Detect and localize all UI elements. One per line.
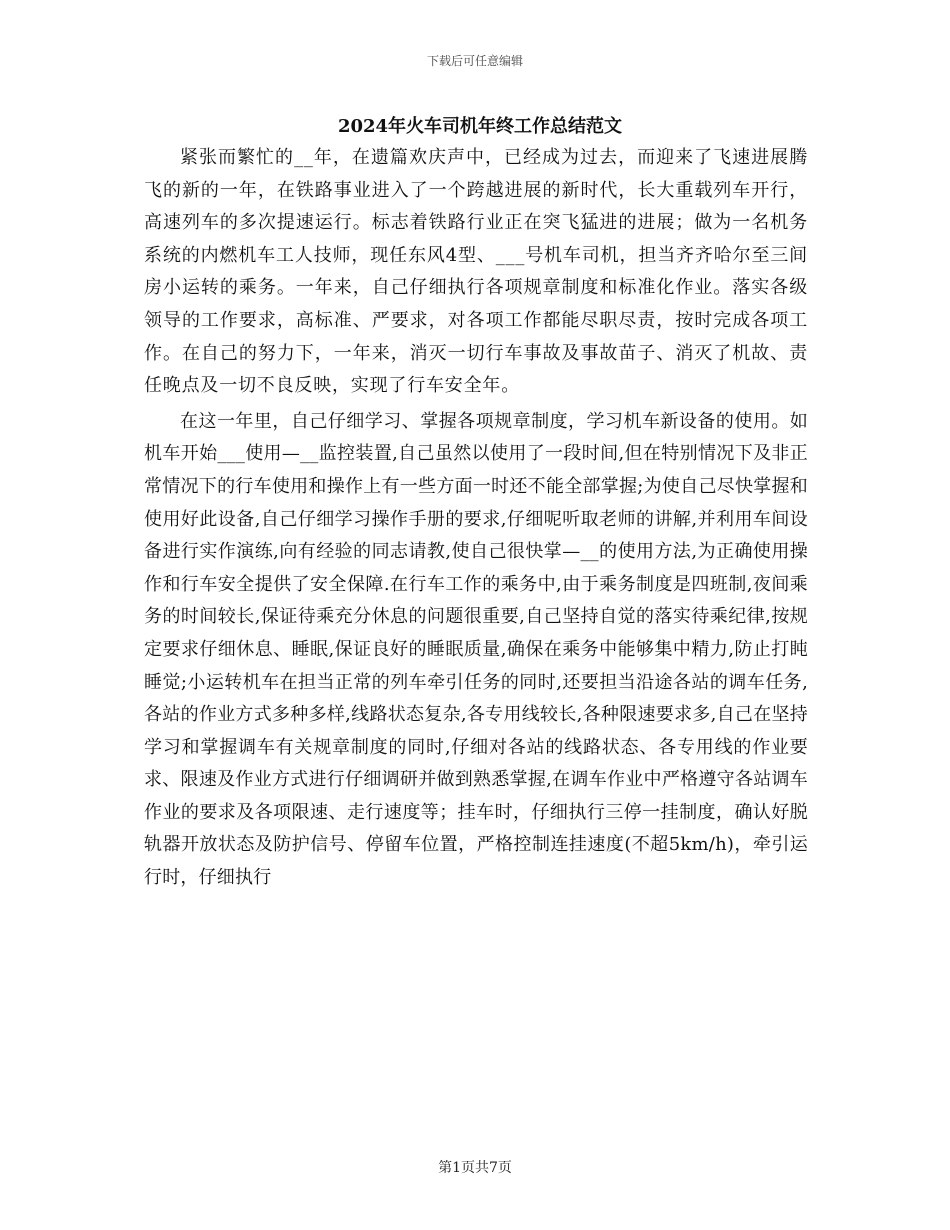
document-body <box>144 112 808 895</box>
page-number: 第1页共7页 <box>438 1160 512 1176</box>
paragraph-2: 在这一年里，自己仔细学习、掌握各项规章制度，学习机车新设备的使用。如机车开始___使用—__监控装置,自己虽然以使用了一段时间,但在特别情况下及非正常情况下的行车使用和操作上有一些方面一时还不能全部掌握;为使自己尽快掌握和使用好此设备,自己仔细学习操作手册的要求,仔细呢听取老师的讲解,并利用车间设备进行实作演练,向有经验的同志请教,使自己很快掌—__的使用方法,为正确使用操作和行车安全提供了安全保障.在行车工作的乘务中,由于乘务制度是四班制,夜间乘务的时间较长,保证待乘充分休息的问题很重要,自己坚持自觉的落实待乘纪律,按规定要求仔细休息、睡眠,保证良好的睡眠质量,确保在乘务中能够集中精力,防止打盹睡觉;小运转机车在担当正常的列车牵引任务的同时,还要担当沿途各站的调车任务,各站的作业方式多种多样,线路状态复杂,各专用线较长,各种限速要求多,自己在坚持学习和掌握调车有关规章制度的同时,仔细对各站的线路状态、各专用线的作业要求、限速及作业方式进行仔细调研并做到熟悉掌握,在调车作业中严格遵守各站调车作业的要求及各项限速、走行速度等；挂车时，仔细执行三停一挂制度，确认好脱轨器开放状态及防护信号、停留车位置，严格控制连挂速度(不超5km/h)，牵引运行时，仔细执行 <box>144 410 808 889</box>
document-title: 2024年火车司机年终工作总结范文 <box>337 116 623 137</box>
paragraph-1: 紧张而繁忙的__年，在遗篇欢庆声中，已经成为过去，而迎来了飞速进展腾飞的新的一年，在铁路事业进入了一个跨越进展的新时代，长大重载列车开行，高速列车的多次提速运行。标志着铁路行业正在突飞猛进的进展；做为一名机务系统的内燃机车工人技师，现任东风4型、___号机车司机，担当齐齐哈尔至三间房小运转的乘务。一年来，自己仔细执行各项规章制度和标准化作业。落实各级领导的工作要求，高标准、严要求，对各项工作都能尽职尽责，按时完成各项工作。在自己的努力下，一年来，消灭一切行车事故及事故苗子、消灭了机故、责任晚点及一切不良反映，实现了行车安全年。 <box>144 147 808 397</box>
page-header-note: 下载后可任意编辑 <box>426 54 523 68</box>
